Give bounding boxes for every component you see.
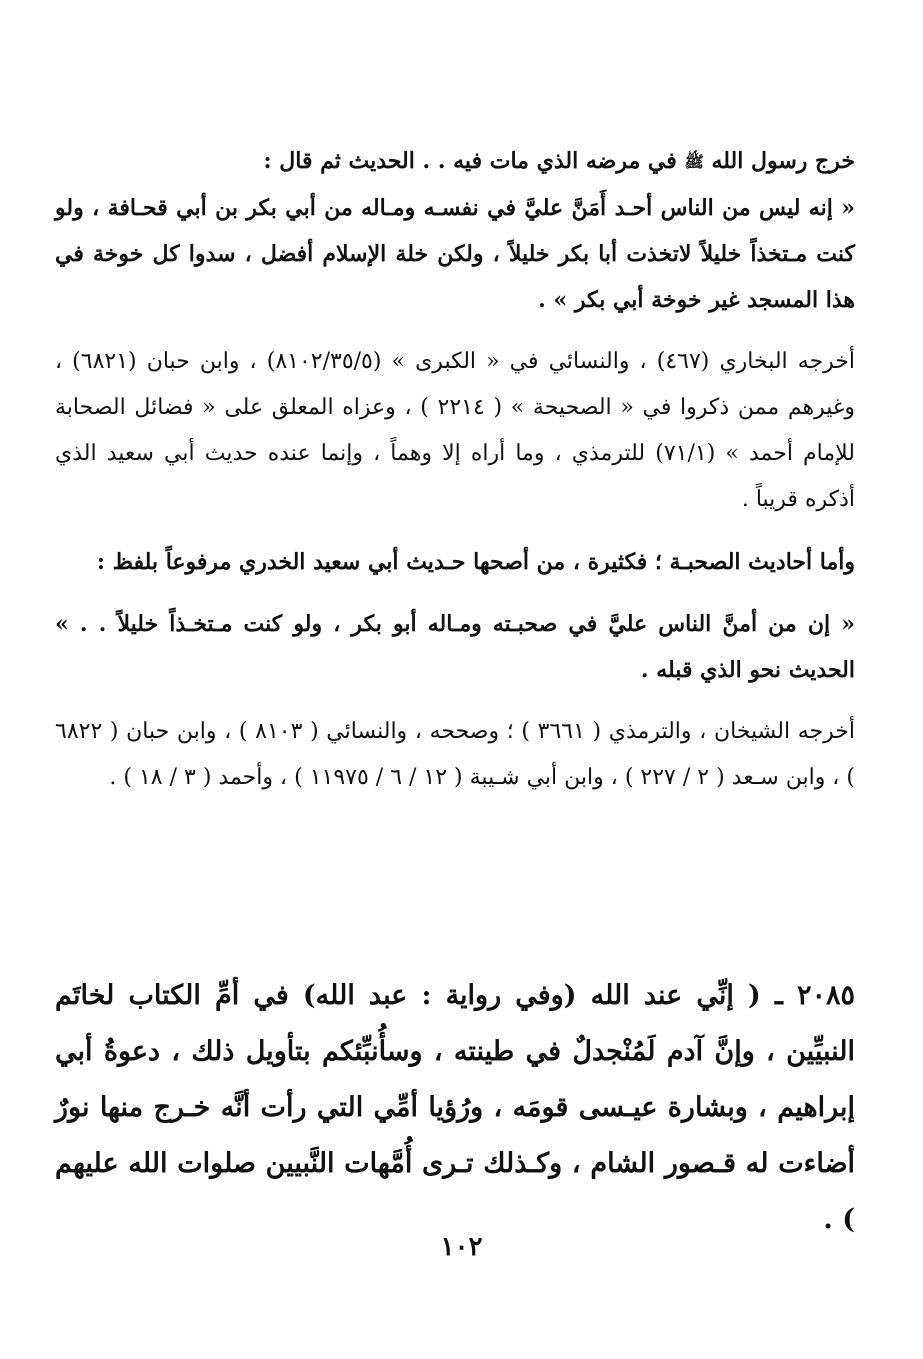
- hadith-quote-abu-said: « إن من أمنَّ الناس عليَّ في صحبـته ومـاله أبو بكر ، ولو كنت مـتخـذاً خليلاً . . » الحديث نحو الذي قبله .: [55, 611, 855, 683]
- takhrij-paragraph-1: أخرجه البخاري (٤٦٧) ، والنسائي في « الكبرى » (٨١٠٢/٣٥/٥) ، وابن حبان (٦٨٢١) ، وغيرهم ممن ذكروا في « الصحيحة » ( ٢٢١٤ ) ، وعزاه المعلق على « فضائل الصحابة للإمام أحمد » (٧١/١) للترمذي ، وما أراه إلا وهماً ، وإنما عنده حديث أبي سعيد الذي أذكره قريباً .: [55, 349, 855, 512]
- intro-line: [55, 138, 855, 185]
- companionship-paragraph: وأما أحاديث الصحبـة ؛ فكثيرة ، من أصحها حـديث أبي سعيد الخدري مرفوعاً بلفظ :: [96, 549, 855, 575]
- page-number: ١٠٢: [440, 1232, 483, 1262]
- honorific-symbol: ﷺ: [684, 152, 704, 171]
- hadith-2085: ٢٠٨٥ ـ ( إنِّي عند الله (وفي رواية : عبد الله) في أمِّ الكتاب لخاتَم النبيِّين ، وإنَّ آدم لَمُنْجدلٌ في طينته ، وسأُنبِّئكم بتأويل ذلك ، دعوةُ أبي إبراهيم ، وبشارة عيـسى قومَه ، ورُؤيا أمِّي التي رأت أنَّه خـرج منها نورٌ أضاءت له قـصور الشام ، وكـذلك تـرى أُمَّهات النَّبيين صلوات الله عليهم ) .: [55, 980, 855, 1235]
- book-page-body: [55, 138, 855, 801]
- intro-text-start: خرج رسول الله: [711, 148, 855, 174]
- intro-text-end: في مرضه الذي مات فيه . . الحديث ثم قال :: [263, 148, 677, 174]
- takhrij-paragraph-2: أخرجه الشيخان ، والترمذي ( ٣٦٦١ ) ؛ وصححه ، والنسائي ( ٨١٠٣ ) ، وابن حبان ( ٦٨٢٢ ) ، وابن سـعد ( ٢ / ٢٢٧ ) ، وابن أبي شـيبة ( ١٢ / ٦ / ١١٩٧٥ ) ، وأحمد ( ٣ / ١٨ ) .: [55, 719, 855, 790]
- hadith-quote-abu-bakr: « إنه ليس من الناس أحـد أَمَنَّ عليَّ في نفسـه ومـاله من أبي بكر بن أبي قحـافة ، ولو كنت مـتخذاً خليلاً لاتخذت أبا بكر خليلاً ، ولكن خلة الإسلام أفضل ، سدوا كل خوخة في هذا المسجد غير خوخة أبي بكر » .: [55, 195, 855, 313]
